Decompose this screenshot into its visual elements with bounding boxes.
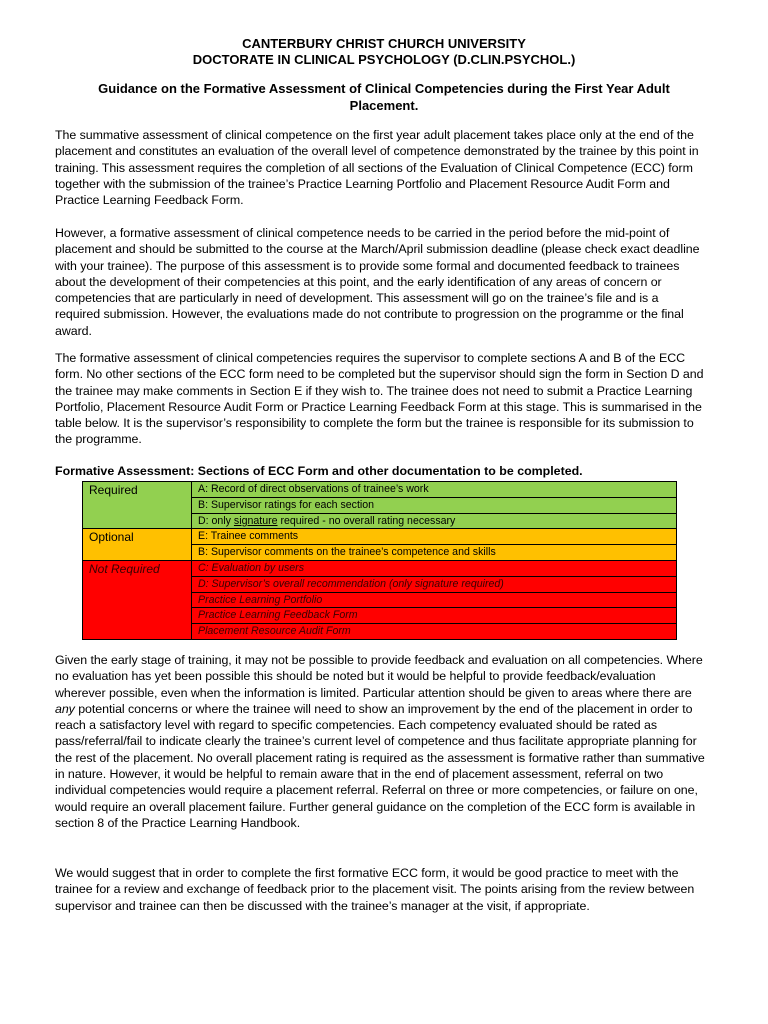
required-label: Required	[83, 482, 192, 529]
not-required-label: Not Required	[83, 560, 192, 639]
paragraph-guidance	[55, 652, 705, 831]
guidance-text-start: Given the early stage of training, it may not be possible to provide feedback and evaluation on all competencies. Where no evaluation has yet been possible this should be noted but it would be helpful to provide feedback/evaluation wherever possible, even when the information is limited. Particular attention should be given to areas where there are	[55, 653, 703, 700]
optional-item: E: Trainee comments	[192, 529, 677, 545]
paragraph-formative: However, a formative assessment of clinical competence needs to be carried in the period before the mid-point of placement and should be submitted to the course at the March/April submission deadline (please check exact deadline with your trainee). The purpose of this assessment is to provide some formal and documented feedback to trainees about the development of their competencies at this point, and the early identification of any areas of concern or competencies that are particularly in need of development. This assessment will go on the trainee’s file and is a required submission. However, the evaluations made do not contribute to progression on the programme or the final award.	[55, 226, 700, 338]
not-required-item: Practice Learning Portfolio	[192, 592, 677, 608]
required-item	[192, 513, 677, 529]
guidance-emphasis: any	[55, 701, 75, 716]
required-item: B: Supervisor ratings for each section	[192, 497, 677, 513]
optional-item: B: Supervisor comments on the trainee’s competence and skills	[192, 545, 677, 561]
signature-underlined: signature	[233, 514, 278, 527]
programme-name: DOCTORATE IN CLINICAL PSYCHOLOGY (D.CLIN.PSYCHOL.)	[192, 52, 576, 67]
table-row	[83, 529, 677, 545]
required-item-prefix: D: only	[198, 514, 234, 527]
table-row	[83, 560, 677, 576]
paragraph-summative: The summative assessment of clinical competence on the first year adult placement takes place only at the end of the placement and constitutes an evaluation of the overall level of competence demonstrated by the trainee by this point in training. This assessment requires the completion of all sections of the Evaluation of Clinical Competence (ECC) form together with the submission of the trainee’s Practice Learning Portfolio and Placement Resource Audit Form and Practice Learning Feedback Form.	[55, 128, 699, 208]
table-row	[83, 482, 677, 498]
required-item: A: Record of direct observations of trainee’s work	[192, 482, 677, 498]
guidance-text-end: potential concerns or where the trainee will need to show an improvement by the end of the placement in order to reach a satisfactory level with regard to specific competencies. Each competency evaluated should be rated as pass/referral/fail to indicate clearly the trainee’s current level of competence and thus facilitate appropriate planning for the rest of the placement. No overall placement rating is required as the assessment is formative rather than summative in nature. However, it would be helpful to remain aware that in the end of placement assessment, referral on two individual competencies would require a placement referral. Referral on three or more competencies, or failure on one, would require an overall placement failure. Further general guidance on the completion of the ECC form is available in section 8 of the Practice Learning Handbook.	[55, 701, 705, 830]
university-name: CANTERBURY CHRIST CHURCH UNIVERSITY	[242, 36, 526, 51]
not-required-item: D: Supervisor’s overall recommendation (only signature required)	[192, 576, 677, 592]
ecc-sections-table	[82, 481, 677, 640]
document-title-line1: Guidance on the Formative Assessment of Clinical Competencies during the First Year Adult	[98, 81, 670, 96]
document-title-line2: Placement.	[349, 98, 419, 113]
paragraph-suggestion: We would suggest that in order to complete the first formative ECC form, it would be good practice to meet with the trainee for a review and exchange of feedback prior to the placement visit. The points arising from the review between supervisor and trainee can then be discussed with the trainee’s manager at the visit, if appropriate.	[55, 866, 695, 913]
required-item-suffix: required - no overall rating necessary	[277, 514, 456, 527]
optional-label: Optional	[83, 529, 192, 561]
not-required-item: C: Evaluation by users	[192, 560, 677, 576]
not-required-item: Practice Learning Feedback Form	[192, 608, 677, 624]
table-heading: Formative Assessment: Sections of ECC Form and other documentation to be completed.	[55, 464, 583, 478]
not-required-item: Placement Resource Audit Form	[192, 624, 677, 640]
paragraph-sections: The formative assessment of clinical competencies requires the supervisor to complete sections A and B of the ECC form. No other sections of the ECC form need to be completed but the supervisor should sign the form in Section D and the trainee may make comments in Section E if they wish to. The trainee does not need to submit a Practice Learning Portfolio, Placement Resource Audit Form or Practice Learning Feedback Form at this stage. This is summarised in the table below. It is the supervisor’s responsibility to complete the form but the trainee is responsible for its submission to the programme.	[55, 351, 704, 447]
document-title	[70, 80, 698, 114]
